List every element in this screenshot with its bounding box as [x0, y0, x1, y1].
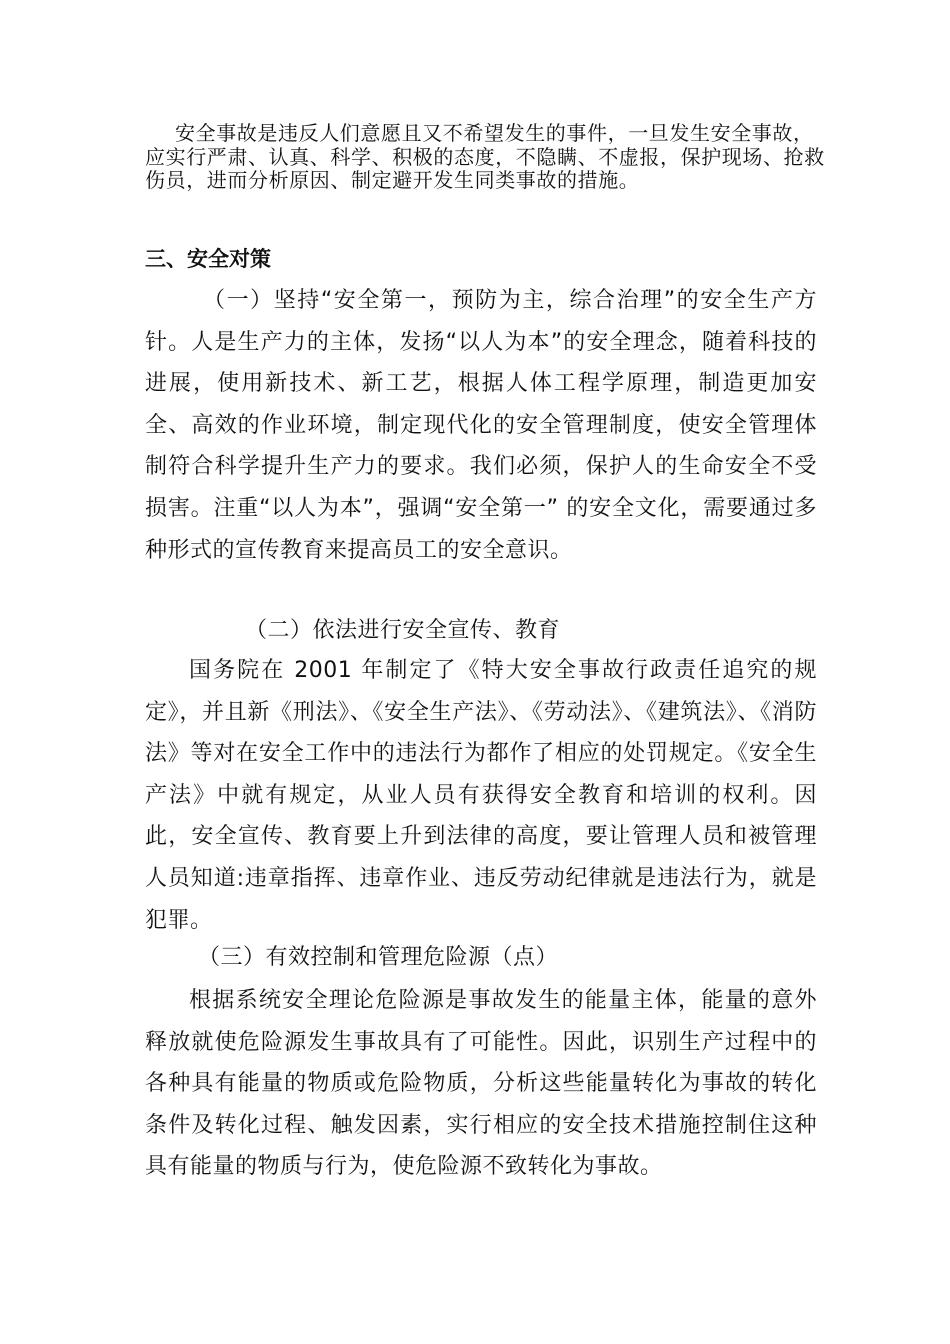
section2-paragraph: 国务院在 2001 年制定了《特大安全事故行政责任追究的规定》，并且新《刑法》、《安全生产法》、《劳动法》、《建筑法》、《消防法》等对在安全工作中的违法行为都作了相应的处罚规定。《安全生产法》中就有规定，从业人员有获得安全教育和培训的权利。因此，安全宣传、教育要上升到法律的高度，要让管理人员和被管理人员知道:违章指挥、违章作业、违反劳动纪律就是违法行为，就是犯罪。 [145, 658, 817, 933]
section-heading: 三、安全对策 [145, 247, 271, 271]
intro-paragraph: 安全事故是违反人们意愿且又不希望发生的事件，一旦发生安全事故，应实行严肃、认真、科学、积极的态度，不隐瞒、不虚报，保护现场、抢救伤员，进而分析原因、制定避开发生同类事故的措施。 [145, 121, 825, 192]
section2-title: （二）依法进行安全宣传、教育 [245, 618, 561, 643]
section1-paragraph: （一）坚持“安全第一，预防为主，综合治理”的安全生产方针。人是生产力的主体，发扬“以人为本”的安全理念，随着科技的进展，使用新技术、新工艺，根据人体工程学原理，制造更加安全、高效的作业环境，制定现代化的安全管理制度，使安全管理体制符合科学提升生产力的要求。我们必须，保护人的生命安全不受损害。注重“以人为本”，强调“安全第一” 的安全文化，需要通过多种形式的宣传教育来提高员工的安全意识。 [145, 288, 817, 563]
section3-paragraph: 根据系统安全理论危险源是事故发生的能量主体，能量的意外释放就使危险源发生事故具有了可能性。因此，识别生产过程中的各种具有能量的物质或危险物质，分析这些能量转化为事故的转化条件及转化过程、触发因素，实行相应的安全技术措施控制住这种具有能量的物质与行为，使危险源不致转化为事故。 [145, 988, 817, 1180]
section3-title: （三）有效控制和管理危险源（点） [198, 945, 559, 970]
